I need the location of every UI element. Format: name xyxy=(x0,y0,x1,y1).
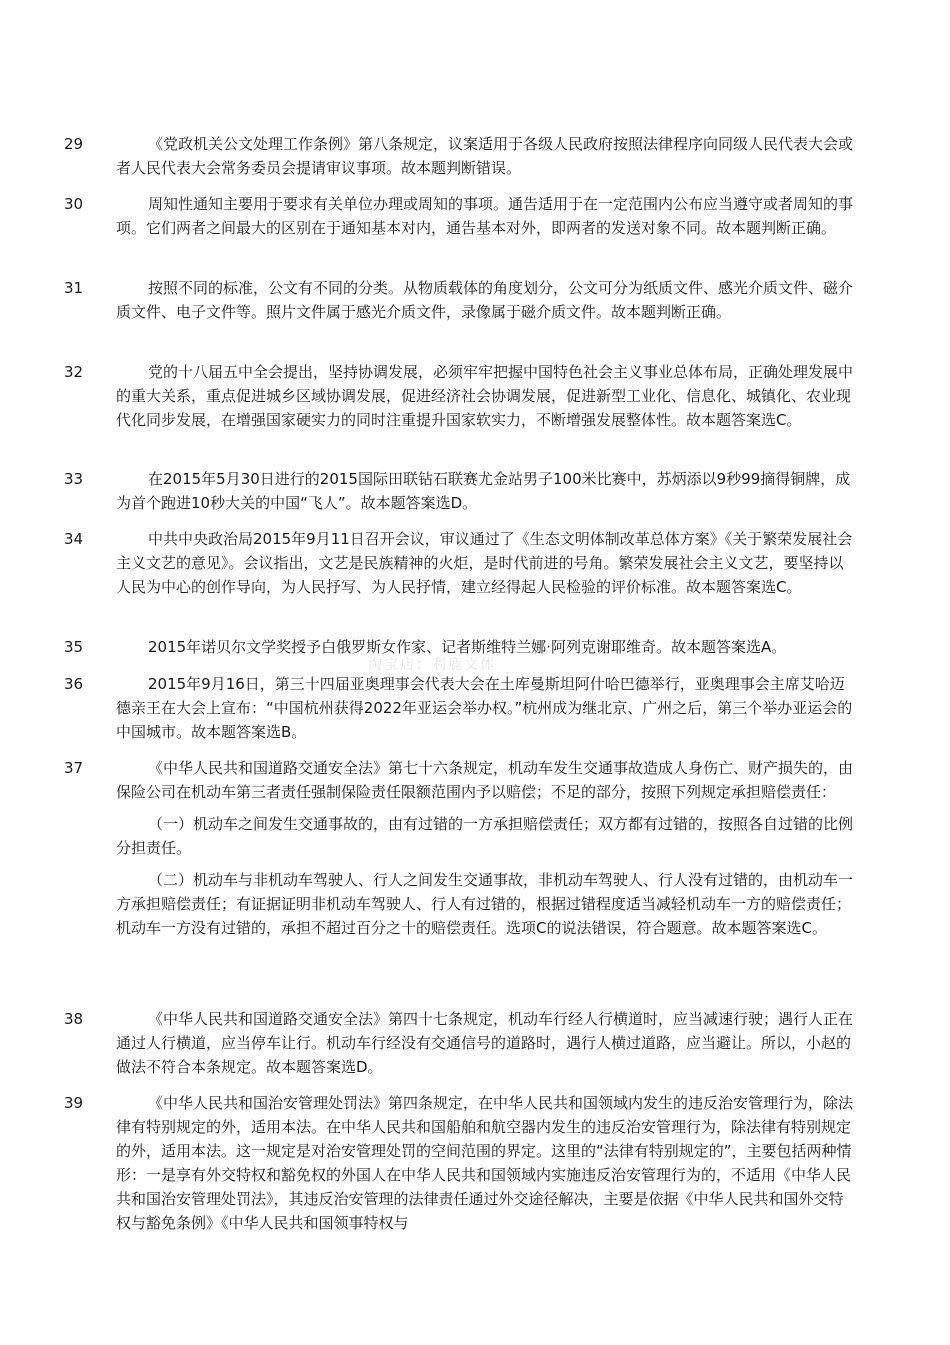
item-number: 38 xyxy=(64,1010,84,1028)
item-paragraph: 《中华人民共和国治安管理处罚法》第四条规定，在中华人民共和国领域内发生的违反治安管理行为，除法律有特别规定的外，适用本法。在中华人民共和国船舶和航空器内发生的违反治安管理行为，除法律有特别规定的外，适用本法。这一规定是对治安管理处罚的空间范围的界定。这里的“法律有特别规定的”，主要包括两种情形：一是享有外交特权和豁免权的外国人在中华人民共和国领域内实施违反治安管理行为的，不适用《中华人民共和国治安管理处罚法》，其违反治安管理的法律责任通过外交途径解决，主要是依据《中华人民共和国外交特权与豁免条例》《中华人民共和国领事特权与 xyxy=(116,1094,854,1232)
item-paragraph: 周知性通知主要用于要求有关单位办理或周知的事项。通告适用于在一定范围内公布应当遵守或者周知的事项。它们两者之间最大的区别在于通知基本对内，通告基本对外，即两者的发送对象不同。故本题判断正确。 xyxy=(116,195,854,237)
item-number: 32 xyxy=(64,363,84,381)
answer-item-31 xyxy=(64,276,864,324)
answer-item-30 xyxy=(64,192,864,240)
item-paragraph: 中共中央政治局2015年9月11日召开会议，审议通过了《生态文明体制改革总体方案》《关于繁荣发展社会主义文艺的意见》。会议指出，文艺是民族精神的火炬，是时代前进的号角。繁荣发展社会主义文艺，要坚持以人民为中心的创作导向，为人民抒写、为人民抒情，建立经得起人民检验的评价标准。故本题答案选C。 xyxy=(116,530,853,596)
item-paragraph: 2015年诺贝尔文学奖授予白俄罗斯女作家、记者斯维特兰娜·阿列克谢耶维奇。故本题答案选A。 xyxy=(148,638,787,656)
item-paragraph: 党的十八届五中全会提出，坚持协调发展，必须牢牢把握中国特色社会主义事业总体布局，正确处理发展中的重大关系，重点促进城乡区域协调发展，促进经济社会协调发展，促进新型工业化、信息化、城镇化、农业现代化同步发展，在增强国家硬实力的同时注重提升国家软实力，不断增强发展整体性。故本题答案选C。 xyxy=(116,363,854,429)
answer-item-29 xyxy=(64,132,864,180)
item-number: 34 xyxy=(64,530,84,548)
item-paragraph: 在2015年5月30日进行的2015国际田联钻石联赛尤金站男子100米比赛中，苏炳添以9秒99摘得铜牌，成为首个跑进10秒大关的中国“飞人”。故本题答案选D。 xyxy=(116,470,851,512)
item-number: 39 xyxy=(64,1094,84,1112)
answer-item-34 xyxy=(64,527,864,599)
answer-item-39 xyxy=(64,1091,864,1235)
answer-item-33 xyxy=(64,467,864,515)
item-paragraph: （一）机动车之间发生交通事故的，由有过错的一方承担赔偿责任；双方都有过错的，按照各自过错的比例分担责任。 xyxy=(116,815,854,857)
item-paragraph: 《中华人民共和国道路交通安全法》第七十六条规定，机动车发生交通事故造成人身伤亡、财产损失的，由保险公司在机动车第三者责任强制保险责任限额范围内予以赔偿；不足的部分，按照下列规定承担赔偿责任： xyxy=(116,759,854,801)
answer-item-32 xyxy=(64,360,864,432)
item-number: 37 xyxy=(64,759,84,777)
item-number: 36 xyxy=(64,675,84,693)
item-number: 33 xyxy=(64,470,84,488)
item-paragraph: 《党政机关公文处理工作条例》第八条规定，议案适用于各级人民政府按照法律程序向同级人民代表大会或者人民代表大会常务委员会提请审议事项。故本题判断错误。 xyxy=(116,135,854,177)
item-paragraph: 《中华人民共和国道路交通安全法》第四十七条规定，机动车行经人行横道时，应当减速行驶；遇行人正在通过人行横道，应当停车让行。机动车行经没有交通信号的道路时，遇行人横过道路，应当避让。所以，小赵的做法不符合本条规定。故本题答案选D。 xyxy=(116,1010,854,1076)
answer-item-37 xyxy=(64,756,864,940)
item-number: 35 xyxy=(64,638,84,656)
item-number: 31 xyxy=(64,279,84,297)
item-number: 29 xyxy=(64,135,84,153)
answer-item-36 xyxy=(64,672,864,744)
item-paragraph: 按照不同的标准，公文有不同的分类。从物质载体的角度划分，公文可分为纸质文件、感光介质文件、磁介质文件、电子文件等。照片文件属于感光介质文件，录像属于磁介质文件。故本题判断正确。 xyxy=(116,279,854,321)
answer-item-38 xyxy=(64,1007,864,1079)
item-paragraph: 2015年9月16日，第三十四届亚奥理事会代表大会在土库曼斯坦阿什哈巴德举行，亚奥理事会主席艾哈迈德亲王在大会上宣布：“中国杭州获得2022年亚运会举办权。”杭州成为继北京、广州之后，第三个举办亚运会的中国城市。故本题答案选B。 xyxy=(116,675,853,741)
watermark: 淘宝店：利鹿文体 xyxy=(368,657,496,673)
item-number: 30 xyxy=(64,195,84,213)
item-paragraph: （二）机动车与非机动车驾驶人、行人之间发生交通事故，非机动车驾驶人、行人没有过错的，由机动车一方承担赔偿责任；有证据证明非机动车驾驶人、行人有过错的，根据过错程度适当减轻机动车一方的赔偿责任；机动车一方没有过错的，承担不超过百分之十的赔偿责任。选项C的说法错误，符合题意。故本题答案选C。 xyxy=(116,871,854,937)
